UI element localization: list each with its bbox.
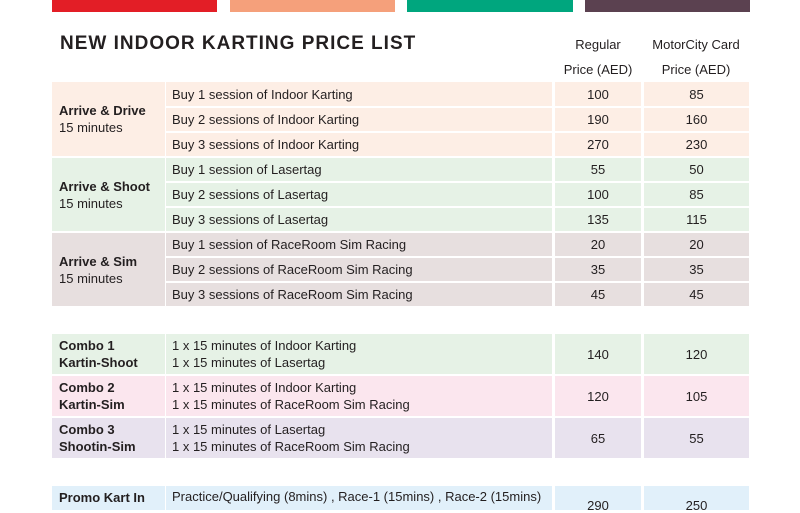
combo-row [52, 376, 749, 416]
regular-header-line2: Price (AED) [563, 62, 633, 77]
table-row [52, 82, 749, 106]
group-duration: 15 minutes [59, 195, 123, 211]
table-row [52, 283, 749, 306]
card-price: 230 [644, 133, 749, 156]
table-row [52, 233, 749, 256]
card-price: 35 [644, 258, 749, 281]
table-row [52, 133, 749, 156]
regular-price: 20 [555, 233, 641, 256]
regular-price: 45 [555, 283, 641, 306]
combo-row [52, 418, 749, 458]
row-description: Buy 2 sessions of Lasertag [166, 183, 552, 206]
combo-line: 1 x 15 minutes of Indoor Karting [172, 337, 357, 353]
regular-price: 270 [555, 133, 641, 156]
promo-row [52, 486, 749, 513]
card-price: 160 [644, 108, 749, 131]
card-header-line2: Price (AED) [661, 62, 731, 77]
card-price: 105 [644, 376, 749, 416]
combo-name: Combo 1 [59, 338, 115, 353]
table-row [52, 183, 749, 206]
table-row [52, 158, 749, 181]
combo-subname: Shootin-Sim [59, 439, 136, 454]
card-price: 250 [644, 486, 749, 510]
card-price: 50 [644, 158, 749, 181]
card-price: 20 [644, 233, 749, 256]
color-bar-red [52, 0, 217, 12]
promo-line: Practice/Qualifying (8mins) , Race-1 (15mins) , Race-2 (15mins) [172, 489, 542, 504]
combo-name: Combo 3 [59, 422, 115, 437]
promo-name: Promo Kart In [59, 490, 145, 505]
combo-line: 1 x 15 minutes of RaceRoom Sim Racing [172, 397, 410, 412]
regular-price: 140 [555, 334, 641, 374]
combo-name: Combo 2 [59, 380, 115, 395]
combo-subname: Kartin-Sim [59, 397, 125, 412]
group-name: Arrive & Drive [59, 103, 146, 118]
table-row [52, 208, 749, 231]
combo-description [166, 418, 552, 458]
combo-line: 1 x 15 minutes of Indoor Karting [172, 379, 357, 395]
row-description: Buy 3 sessions of Indoor Karting [166, 133, 552, 156]
regular-price: 120 [555, 376, 641, 416]
regular-price: 135 [555, 208, 641, 231]
combo-description [166, 376, 552, 416]
regular-price: 55 [555, 158, 641, 181]
color-bar-salmon [230, 0, 395, 12]
regular-price: 290 [555, 486, 641, 510]
group-duration: 15 minutes [59, 270, 123, 286]
row-description: Buy 1 session of Lasertag [166, 158, 552, 181]
combo-line: 1 x 15 minutes of RaceRoom Sim Racing [172, 439, 410, 454]
promo-description [166, 486, 552, 510]
combo-line: 1 x 15 minutes of Lasertag [172, 355, 326, 370]
combo-subname: Kartin-Shoot [59, 355, 138, 370]
card-price: 55 [644, 418, 749, 458]
group-name: Arrive & Sim [59, 253, 138, 269]
regular-price: 35 [555, 258, 641, 281]
combo-description [166, 334, 552, 374]
card-price: 45 [644, 283, 749, 306]
card-price: 85 [644, 183, 749, 206]
card-price-header [640, 32, 752, 82]
table-row [52, 258, 749, 281]
table-row [52, 108, 749, 131]
row-description: Buy 2 sessions of Indoor Karting [166, 108, 552, 131]
card-price: 85 [644, 82, 749, 106]
card-header-line1: MotorCity Card [652, 37, 740, 52]
card-price: 115 [644, 208, 749, 231]
group-name: Arrive & Shoot [59, 178, 151, 194]
regular-price: 100 [555, 183, 641, 206]
group-duration: 15 minutes [59, 120, 123, 135]
row-description: Buy 1 session of RaceRoom Sim Racing [166, 233, 552, 256]
regular-price: 65 [555, 418, 641, 458]
row-description: Buy 1 session of Indoor Karting [166, 82, 552, 106]
combo-line: 1 x 15 minutes of Lasertag [172, 421, 326, 437]
row-description: Buy 3 sessions of Lasertag [166, 208, 552, 231]
regular-header-line1: Regular [575, 37, 621, 52]
combo-row [52, 334, 749, 374]
page-title: NEW INDOOR KARTING PRICE LIST [60, 33, 417, 54]
card-price: 120 [644, 334, 749, 374]
regular-price: 190 [555, 108, 641, 131]
color-bar-green [407, 0, 573, 12]
color-bar-plum [585, 0, 750, 12]
row-description: Buy 2 sessions of RaceRoom Sim Racing [166, 258, 552, 281]
regular-price-header [548, 32, 648, 82]
row-description: Buy 3 sessions of RaceRoom Sim Racing [166, 283, 552, 306]
regular-price: 100 [555, 82, 641, 106]
